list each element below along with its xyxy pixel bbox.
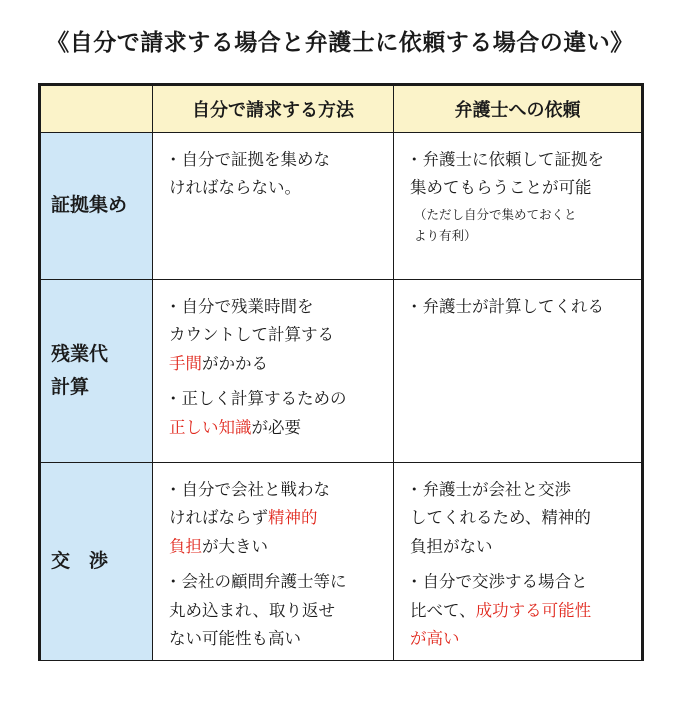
bullet-text-block — [406, 146, 633, 203]
highlight-text: 負担 — [169, 536, 202, 556]
bullet-item — [406, 293, 633, 321]
text-segment: 弁護士が計算してくれる — [422, 297, 604, 316]
cell-negotiation-lawyer — [394, 463, 641, 660]
row-header-evidence — [41, 133, 153, 280]
comparison-table — [38, 83, 644, 661]
bullet-text-block — [165, 146, 385, 203]
bullet-item — [165, 568, 385, 653]
text-segment: 負担がない — [410, 536, 493, 556]
bullet-text-block — [406, 476, 633, 561]
bullet-text-block — [406, 568, 633, 653]
text-line — [165, 150, 330, 169]
row-header-line: 計算 — [51, 376, 90, 398]
text-segment: 比べて、 — [410, 600, 476, 620]
text-segment: 弁護士に依頼して証拠を — [422, 150, 604, 169]
text-segment: が必要 — [251, 417, 301, 437]
highlight-text: 手間 — [169, 353, 202, 373]
row-header-overtime-calc — [41, 280, 153, 463]
text-line — [165, 533, 385, 561]
header-self-method: 自分で請求する方法 — [153, 86, 394, 133]
text-line — [406, 572, 588, 591]
text-segment: 自分で会社と戦わな — [181, 480, 330, 499]
text-line — [406, 297, 604, 316]
highlight-text: 成功する可能性 — [475, 600, 592, 620]
cell-negotiation-self — [153, 463, 394, 660]
row-header-label — [51, 338, 108, 405]
bullet-item — [165, 385, 385, 442]
text-line — [406, 625, 633, 653]
text-line — [406, 480, 571, 499]
row-header-line: 残業代 — [51, 342, 109, 365]
text-segment: ない可能性も高い — [169, 628, 301, 648]
text-line — [165, 414, 385, 442]
text-line — [406, 174, 633, 202]
text-line — [406, 533, 633, 561]
cell-evidence-lawyer — [394, 133, 641, 280]
text-line — [165, 321, 385, 349]
highlight-text: 精神的 — [268, 508, 318, 528]
text-segment: 自分で残業時間を — [181, 297, 314, 316]
text-line — [165, 174, 385, 202]
bullet-text-block — [165, 476, 385, 561]
text-line — [165, 572, 347, 591]
bullet-text-block — [165, 568, 385, 653]
text-line — [406, 597, 633, 625]
text-line — [165, 389, 347, 408]
highlight-text: 正しい知識 — [169, 417, 252, 437]
text-segment: してくれるため、精神的 — [410, 508, 591, 528]
row-header-label — [51, 545, 108, 578]
bullet-item — [406, 146, 633, 246]
note-text: より有利） — [414, 228, 477, 244]
text-segment: がかかる — [202, 353, 268, 373]
bullet-item — [406, 568, 633, 653]
text-segment: 会社の顧問弁護士等に — [181, 572, 347, 592]
text-segment: が大きい — [202, 536, 268, 556]
text-segment: 自分で交渉する場合と — [422, 572, 588, 592]
header-corner — [41, 86, 153, 133]
text-segment: 丸め込まれ、取り返せ — [169, 600, 335, 620]
text-line — [165, 350, 385, 378]
row-header-negotiation — [41, 463, 153, 660]
text-segment: ければならず — [169, 508, 268, 528]
text-line — [406, 150, 604, 169]
note-text: （ただし自分で集めておくと — [414, 206, 577, 222]
text-segment: 弁護士が会社と交渉 — [422, 480, 571, 499]
bullet-text-block — [165, 385, 385, 442]
page-title: 《自分で請求する場合と弁護士に依頼する場合の違い》 — [46, 30, 634, 56]
bullet-item — [165, 293, 385, 378]
cell-overtime-self — [153, 280, 394, 463]
bullet-item — [165, 146, 385, 203]
cell-overtime-lawyer — [394, 280, 641, 463]
text-segment: 集めてもらうことが可能 — [410, 178, 592, 198]
text-line — [165, 625, 385, 653]
highlight-text: が高い — [410, 628, 460, 648]
bullet-text-block — [406, 293, 633, 321]
text-line — [165, 297, 314, 316]
text-segment: カウントして計算する — [169, 325, 334, 345]
row-header-label — [51, 189, 127, 222]
text-line — [165, 480, 330, 499]
bullet-item — [165, 476, 385, 561]
bullet-item — [406, 476, 633, 561]
bullet-text-block — [165, 293, 385, 378]
row-header-line: 交 渉 — [51, 550, 109, 572]
row-header-line: 証拠集め — [51, 194, 128, 217]
cell-evidence-self — [153, 133, 394, 280]
text-segment: 自分で証拠を集めな — [181, 150, 330, 169]
text-line — [165, 597, 385, 625]
text-segment: ければならない。 — [169, 178, 301, 198]
text-segment: 正しく計算するための — [181, 389, 347, 409]
text-line — [406, 504, 633, 532]
text-line — [165, 504, 385, 532]
header-lawyer-request: 弁護士への依頼 — [394, 86, 641, 133]
